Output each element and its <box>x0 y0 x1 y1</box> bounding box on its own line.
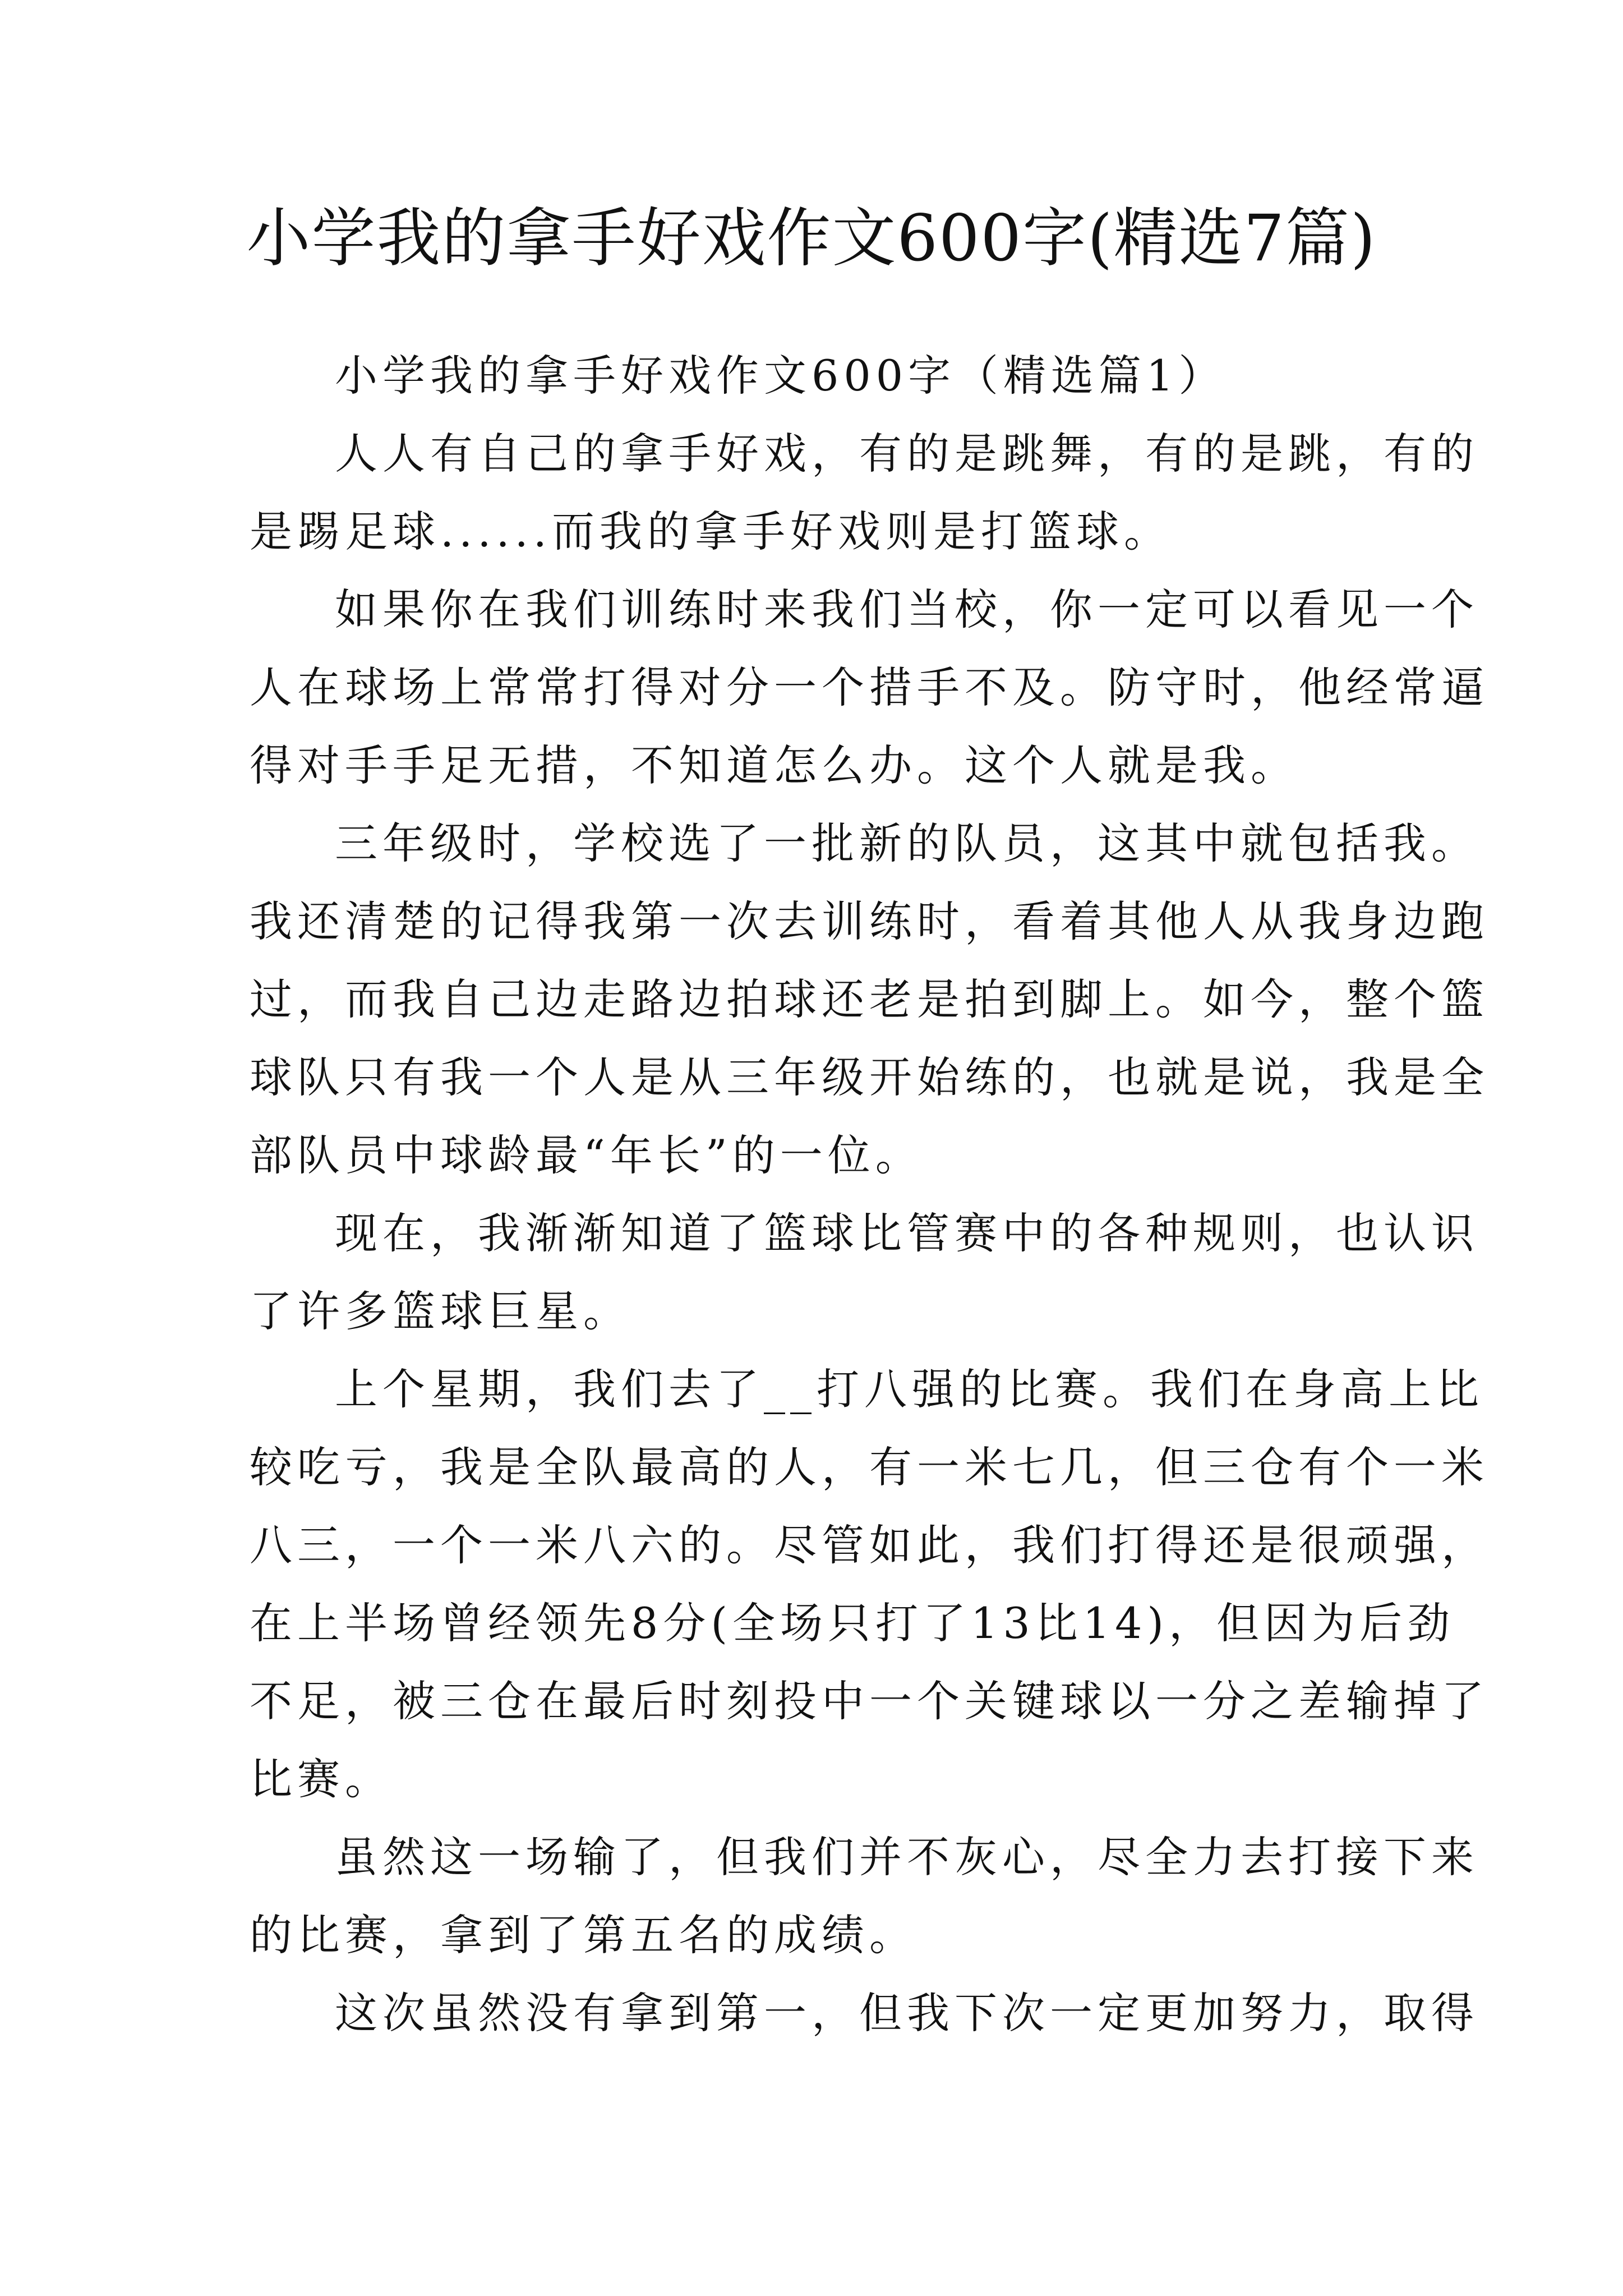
paragraph <box>250 337 1394 415</box>
text-line: 在上半场曾经领先8分(全场只打了13比14)，但因为后劲 <box>250 1598 1455 1648</box>
text-line: 三年级时，学校选了一批新的队员，这其中就包括我。 <box>335 818 1479 868</box>
text-line: 现在，我渐渐知道了篮球比管赛中的各种规则，也认识 <box>335 1208 1479 1258</box>
text-line: 得对手手足无措，不知道怎么办。这个人就是我。 <box>250 740 1298 790</box>
text-line: 不足，被三仓在最后时刻投中一个关键球以一分之差输掉了 <box>250 1676 1489 1726</box>
paragraph <box>250 570 1489 804</box>
paragraph <box>250 1194 1479 1350</box>
document-title: 小学我的拿手好戏作文600字(精选7篇) <box>246 201 1377 275</box>
paragraph <box>250 1974 1479 2052</box>
text-line: 比赛。 <box>250 1754 393 1804</box>
text-line: 上个星期，我们去了__打八强的比赛。我们在身高上比 <box>335 1364 1484 1414</box>
text-line: 这次虽然没有拿到第一，但我下次一定更加努力，取得 <box>335 1988 1479 2038</box>
text-line: 过，而我自己边走路边拍球还老是拍到脚上。如今，整个篮 <box>250 974 1489 1024</box>
document-body <box>250 337 1489 2052</box>
text-line: 人人有自己的拿手好戏，有的是跳舞，有的是跳，有的 <box>335 429 1479 478</box>
text-line: 八三，一个一米八六的。尽管如此，我们打得还是很顽强， <box>250 1520 1489 1570</box>
text-line: 虽然这一场输了，但我们并不灰心，尽全力去打接下来 <box>335 1832 1479 1882</box>
text-line: 如果你在我们训练时来我们当校，你一定可以看见一个 <box>335 585 1479 634</box>
text-line: 部队员中球龄最“年长”的一位。 <box>250 1130 923 1180</box>
text-line: 较吃亏，我是全队最高的人，有一米七几，但三仓有个一米 <box>250 1442 1489 1492</box>
paragraph <box>250 415 1479 570</box>
paragraph <box>250 1818 1479 1974</box>
paragraph <box>250 804 1489 1194</box>
text-line: 球队只有我一个人是从三年级开始练的，也就是说，我是全 <box>250 1052 1489 1102</box>
text-line: 人在球场上常常打得对分一个措手不及。防守时，他经常逼 <box>250 662 1489 712</box>
text-line: 小学我的拿手好戏作文600字（精选篇1） <box>335 351 1227 401</box>
text-line: 我还清楚的记得我第一次去训练时，看着其他人从我身边跑 <box>250 896 1489 946</box>
paragraph <box>250 1350 1489 1818</box>
text-line: 是踢足球......而我的拿手好戏则是打篮球。 <box>250 507 1172 556</box>
text-line: 的比赛，拿到了第五名的成绩。 <box>250 1910 917 1960</box>
text-line: 了许多篮球巨星。 <box>250 1286 631 1336</box>
